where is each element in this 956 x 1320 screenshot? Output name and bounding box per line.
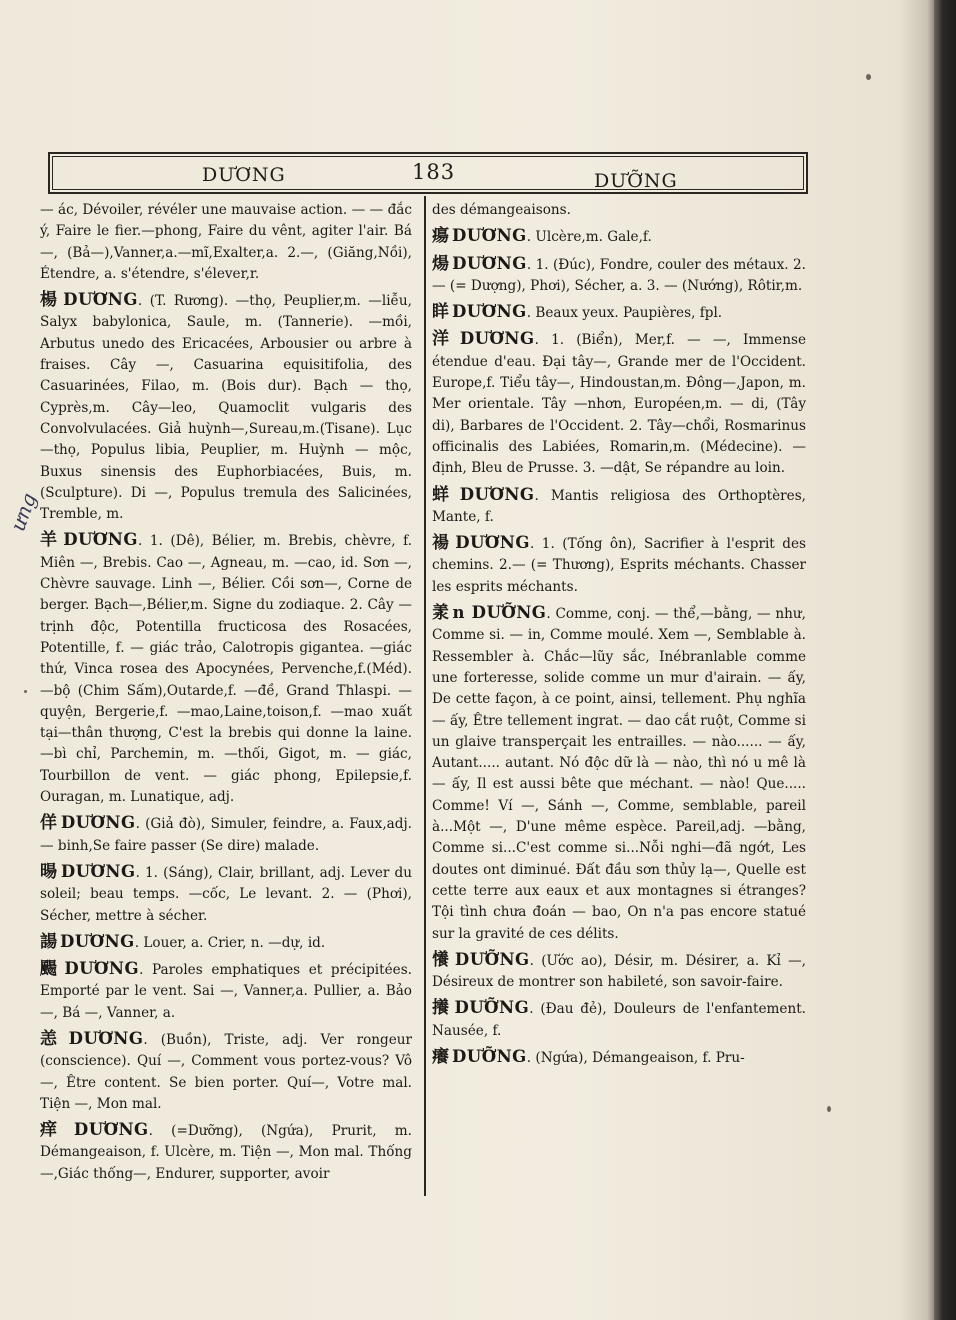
entry-definition: . (=Dưỡng), (Ngứa), Prurit, m. Démangeaison, f. Ulcère, m. Tiện —, Mon mal. Thống —,Giác thống—, Endurer, supporter, avoir <box>40 1123 413 1182</box>
entry-headword: DƯƠNG <box>73 1120 149 1140</box>
entry-headword: DƯƠNG <box>63 530 138 550</box>
left-column <box>40 200 412 1189</box>
entry-character: 暘 <box>40 861 58 882</box>
entry-definition: . (Ngứa), Démangeaison, f. Pru- <box>526 1049 745 1066</box>
entry-definition: . (Ước ao), Désir, m. Désirer, a. Kỉ —, Désireux de montrer son habileté, son savoir-faire. <box>432 952 806 991</box>
entry-headword: DƯƠNG <box>459 484 535 504</box>
right-column <box>432 200 806 1073</box>
dictionary-entry <box>40 529 412 808</box>
entry-character: 禓 <box>432 533 453 554</box>
entry-headword: DƯƠNG <box>60 813 136 833</box>
entry-character: 煬 <box>432 253 450 274</box>
entry-definition: . (Giả đò), Simuler, feindre, a. Faux,adj. — binh,Se faire passer (Se dire) malade. <box>40 816 413 854</box>
entry-definition: . Comme, conj. — thể,—bằng, — như, Comme si. — in, Comme moulé. Xem —, Semblable à. Ressembler à. Chắc—lũy sắc, Inébranlable comme une forteresse, solide comme un mur d'airain. — ấy, De cette façon, à ce point, ainsi, tellement. Phụ nghĩa — ấy, Être tellement ingrat. — dao cắt ruột, Comme si un glaive transperçait les entrailles. — nào...... — ấy, Autant..... autant. Nó độc dữ là — nào, thì nó u mê là — ấy, Il est aussi bête que méchant. — nào! Que..... Comme! Ví —, Sánh —, Comme, semblable, pareil à...Một —, D'une même espèce. Pareil,adj. —bằng, Comme si...C'est comme si...Nỗi nghi—đã ngớt, Les doutes ont diminué. Đất đầu sơn thủy lạ—, Quelle est cette terre aux eaux et aux montagnes si étranges? Tội tình chưa đoán — bao, On n'a pas encore statué sur la gravité de ces délits. <box>432 606 806 942</box>
entry-headword: DƯƠNG <box>63 290 138 310</box>
entry-headword: DƯƠNG <box>455 533 530 553</box>
entry-continuation: — ác, Dévoiler, révéler une mauvaise action. — — đắc ý, Faire le fier.—phong, Faire du vênt, agiter l'air. Bá—, (Bả—),Vanner,a.—mĩ,Exalter,a. 2.—, (Giăng,Nồi), Étendre, a. s'étendre, s'élever,r. <box>40 202 412 282</box>
dictionary-entry <box>40 289 412 525</box>
entry-headword: DƯƠNG <box>60 931 135 951</box>
entry-headword: DƯƠNG <box>452 226 527 246</box>
entry-definition: . Mantis religiosa des Orthoptères, Mante, f. <box>432 487 807 525</box>
entry-definition: . (Buồn), Triste, adj. Ver rongeur (conscience). Quí —, Comment vous portez-vous? Vô —, Être content. Se bien porter. Quí—, Votre mal. Tiện —, Mon mal. <box>40 1031 413 1112</box>
entry-definition: . Paroles emphatiques et précipitées. Emporté par le vent. Sai —, Vanner,a. Pullier, a. Bảo —, Bá —, Vanner, a. <box>40 962 412 1021</box>
entry-headword: DƯƠNG <box>452 253 527 273</box>
entry-definition: . 1. (Biển), Mer,f. — —, Immense étendue d'eau. Đại tây—, Grande mer de l'Occident. Europe,f. Tiểu tây—, Hindoustan,m. Đông—,Japon, m. Mer orientale. Tây —nhơn, Européen,m. — di, (Tây di), Barbares de l'Occident. 2. Tây—chổi, Rosmarinus officinalis des Labiées, Romarin,m. (Médecine). —định, Bleu de Prusse. 3. —dật, Se répandre au loin. <box>432 332 806 477</box>
dictionary-entry <box>432 225 806 248</box>
dictionary-entry <box>432 253 806 298</box>
entry-character: 洋 <box>432 329 457 350</box>
entry-character: 楊 <box>40 290 61 311</box>
entry-character: 恙 <box>40 1028 66 1049</box>
entry-headword: DƯỠNG <box>452 1046 527 1066</box>
entry-continuation: des démangeaisons. <box>432 202 571 218</box>
entry-character: 眻 <box>432 302 449 323</box>
entry-character: 佯 <box>40 813 58 834</box>
entry-definition: . Beaux yeux. Paupières, fpl. <box>526 305 723 322</box>
header-right-guide-word: DƯỠNG <box>594 170 678 192</box>
dictionary-entry <box>40 861 412 927</box>
entry-headword: DƯƠNG <box>68 1028 144 1048</box>
entry-headword: DƯƠNG <box>452 302 527 322</box>
dictionary-entry <box>432 1046 806 1069</box>
dictionary-entry <box>40 958 412 1024</box>
entry-headword: DƯỠNG <box>454 949 530 969</box>
column-divider <box>424 196 426 1196</box>
dictionary-entry <box>432 949 806 994</box>
entry-character: 羊 <box>40 530 61 551</box>
page-header <box>48 152 808 194</box>
entry-character: 攁 <box>432 998 452 1019</box>
entry-character: 瘍 <box>432 226 449 247</box>
entry-headword: DƯƠNG <box>64 959 140 979</box>
entry-headword: n DƯỠNG <box>452 603 547 623</box>
entry-definition: . Louer, a. Crier, n. —dự, id. <box>134 934 326 951</box>
dictionary-entry <box>432 484 806 529</box>
entry-character: 羕 <box>432 603 450 624</box>
entry-headword: DƯƠNG <box>459 329 535 349</box>
entry-character: 蛘 <box>432 484 457 505</box>
book-binding <box>934 0 956 1320</box>
header-left-guide-word: DƯƠNG <box>202 164 286 186</box>
handwritten-margin-note: ưng <box>5 489 42 535</box>
dictionary-entry <box>40 931 412 954</box>
entry-definition: . 1. (Sáng), Clair, brillant, adj. Lever du soleil; beau temps. —cốc, Le levant. 2. — (Phơi), Sécher, mettre à sécher. <box>40 864 412 924</box>
entry-definition: . 1. (Dê), Bélier, m. Brebis, chèvre, f. Miên —, Brebis. Cao —, Agneau, m. —cao, id. Sơn —, Chèvre sauvage. Linh —, Bélier. Cồi sơn—, Corne de berger. Bạch—,Bélier,m. Signe du zodiaque. 2. Cây — trịnh độc, Potentilla fructicosa des Rosacées, Potentille, f. — giác trảo, Calotropis gigantea. —giác thứ, Vinca rosea des Apocynées, Pervenche,f.(Méd). —bộ (Chim Sấm),Outarde,f. —đề, Grand Thlaspi. —quyện, Bergerie,f. —mao,Laine,toison,f. —mao xuất tại—thân thượng, C'est la brebis qui donne la laine. —bì chỉ, Parchemin, m. —thối, Gigot, m. — giác, Tourbillon de vent. — giác phong, Epilepsie,f. Ouragan, m. Lunatique, adj. <box>40 533 412 806</box>
entry-headword: DƯỠNG <box>454 998 530 1018</box>
entry-character: 颺 <box>40 959 62 980</box>
dictionary-entry <box>40 812 412 857</box>
entry-headword: DƯƠNG <box>60 861 136 881</box>
dictionary-entry <box>432 997 806 1042</box>
dictionary-entry <box>40 1028 412 1115</box>
page-number: 183 <box>412 160 456 184</box>
paper-speck <box>827 1106 831 1112</box>
entry-definition: . Ulcère,m. Gale,f. <box>526 229 652 246</box>
entry-definition: . (T. Rương). —thọ, Peuplier,m. —liễu, Salyx babylonica, Saule, m. (Tannerie). —mồi, Arbutus unedo des Ericacées, Arbousier ou arbre à fraises. Cây —, Casuarina equisitifolia, des Casuarinées, Filao, m. (Bois dur). Bạch — thọ, Cyprès,m. Cây—leo, Quamoclit vulgaris des Convolvulacées. Giả huỳnh—,Sureau,m.(Tisane). Lục—thọ, Populus libia, Peuplier, m. Huỳnh — mộc, Buxus sinensis des Euphorbiacées, Buis, m. (Sculpture). Di —, Populus tremula des Salicinées, Tremble, m. <box>40 293 413 523</box>
paper-speck <box>24 690 27 693</box>
entry-character: 懩 <box>432 949 452 970</box>
dictionary-entry <box>432 532 806 598</box>
entry-character: 諹 <box>40 931 57 952</box>
dictionary-entry <box>432 328 806 479</box>
paper-speck <box>866 74 871 80</box>
dictionary-entry <box>40 1119 412 1185</box>
entry-character: 痒 <box>40 1120 71 1141</box>
dictionary-entry <box>432 602 806 945</box>
dictionary-entry <box>432 301 806 324</box>
entry-definition: . 1. (Đúc), Fondre, couler des métaux. 2. — (= Dượng), Phơi), Sécher, a. 3. — (Nướng), Rôtir,m. <box>432 256 806 294</box>
entry-definition: . 1. (Tống ôn), Sacrifier à l'esprit des chemins. 2.— (= Thương), Esprits méchants. Chasser les esprits méchants. <box>432 536 806 595</box>
entry-definition: . (Đau đẻ), Douleurs de l'enfantement. Nausée, f. <box>432 1001 806 1039</box>
entry-character: 癢 <box>432 1046 449 1067</box>
